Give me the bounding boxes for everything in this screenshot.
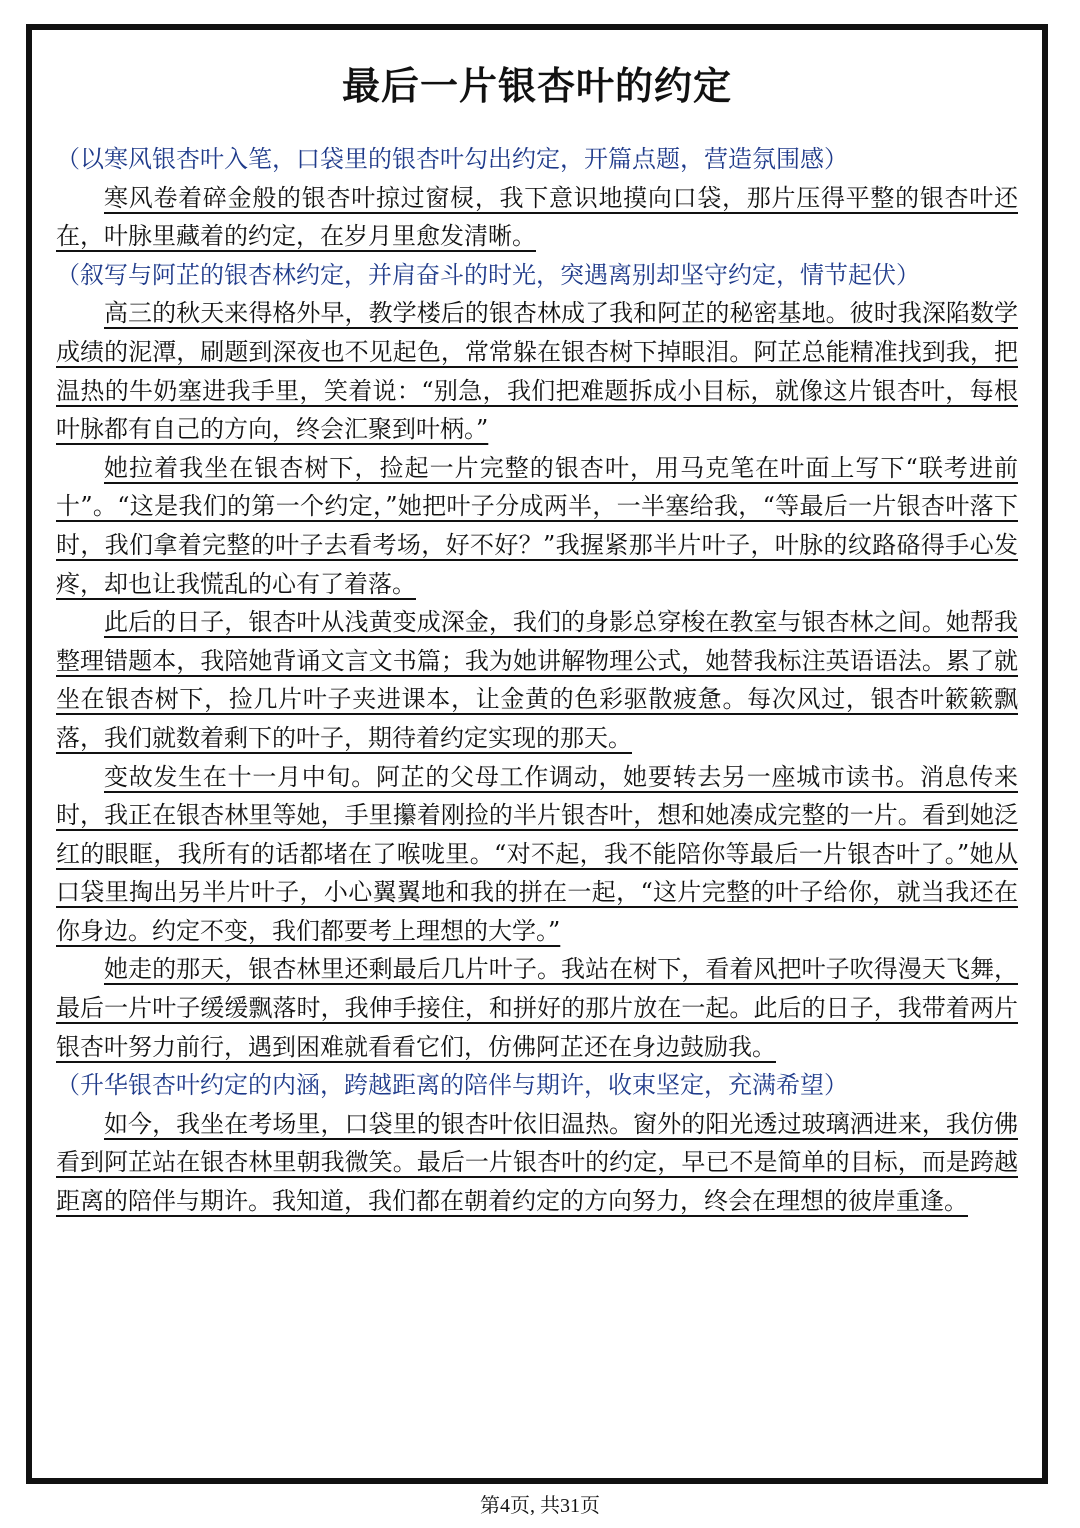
paragraph-text: 寒风卷着碎金般的银杏叶掠过窗棂，我下意识地摸向口袋，那片压得平整的银杏叶还在，叶脉里藏着的约定，在岁月里愈发清晰。 <box>56 183 1018 251</box>
paragraph-body-5 <box>56 950 1018 1066</box>
annotation-ending: （升华银杏叶约定的内涵，跨越距离的陪伴与期许，收束坚定，充满希望） <box>56 1071 848 1100</box>
annotation-opening: （以寒风银杏叶入笔，口袋里的银杏叶勾出约定，开篇点题，营造氛围感） <box>56 145 848 173</box>
paragraph-text: 她走的那天，银杏林里还剩最后几片叶子。我站在树下，看着风把叶子吹得漫天飞舞，最后一片叶子缓缓飘落时，我伸手接住，和拼好的那片放在一起。此后的日子，我带着两片银杏叶努力前行，遇到困难就看看它们，仿佛阿芷还在身边鼓励我。 <box>56 955 1018 1061</box>
paragraph-body-3 <box>56 603 1018 757</box>
essay-body <box>56 140 1018 1221</box>
paragraph-text: 高三的秋天来得格外早，教学楼后的银杏林成了我和阿芷的秘密基地。彼时我深陷数学成绩的泥潭，刷题到深夜也不见起色，常常躲在银杏树下掉眼泪。阿芷总能精准找到我，把温热的牛奶塞进我手里，笑着说：“别急，我们把难题拆成小目标，就像这片银杏叶，每根叶脉都有自己的方向，终会汇聚到叶柄。” <box>56 299 1018 444</box>
paragraph-text: 如今，我坐在考场里，口袋里的银杏叶依旧温热。窗外的阳光透过玻璃洒进来，我仿佛看到阿芷站在银杏林里朝我微笑。最后一片银杏叶的约定，早已不是简单的目标，而是跨越距离的陪伴与期许。我知道，我们都在朝着约定的方向努力，终会在理想的彼岸重逢。 <box>56 1109 1018 1216</box>
paragraph-body-4 <box>56 758 1018 951</box>
paragraph-text: 变故发生在十一月中旬。阿芷的父母工作调动，她要转去另一座城市读书。消息传来时，我正在银杏林里等她，手里攥着刚捡的半片银杏叶，想和她凑成完整的一片。看到她泛红的眼眶，我所有的话都堵在了喉咙里。“对不起，我不能陪你等最后一片银杏叶了。”她从口袋里掏出另半片叶子，小心翼翼地和我的拼在一起，“这片完整的叶子给你，就当我还在你身边。约定不变，我们都要考上理想的大学。” <box>56 762 1018 945</box>
paragraph-opening <box>56 179 1018 256</box>
paragraph-text: 她拉着我坐在银杏树下，捡起一片完整的银杏叶，用马克笔在叶面上写下“联考进前十”。“这是我们的第一个约定，”她把叶子分成两半，一半塞给我，“等最后一片银杏叶落下时，我们拿着完整的叶子去看考场，好不好？”我握紧那半片叶子，叶脉的纹路硌得手心发疼，却也让我慌乱的心有了着落。 <box>56 453 1018 598</box>
essay-title: 最后一片银杏叶的约定 <box>341 64 732 108</box>
annotation-body: （叙写与阿芷的银杏林约定，并肩奋斗的时光，突遇离别却坚守约定，情节起伏） <box>56 260 920 289</box>
paragraph-ending <box>56 1105 1018 1221</box>
paragraph-body-1 <box>56 294 1018 448</box>
page-number: 第4页, 共31页 <box>480 1495 600 1517</box>
paragraph-body-2 <box>56 449 1018 603</box>
page-frame <box>26 24 1048 1484</box>
paragraph-text: 此后的日子，银杏叶从浅黄变成深金，我们的身影总穿梭在教室与银杏林之间。她帮我整理错题本，我陪她背诵文言文书篇；我为她讲解物理公式，她替我标注英语语法。累了就坐在银杏树下，捡几片叶子夹进课本，让金黄的色彩驱散疲惫。每次风过，银杏叶簌簌飘落，我们就数着剩下的叶子，期待着约定实现的那天。 <box>56 608 1018 752</box>
